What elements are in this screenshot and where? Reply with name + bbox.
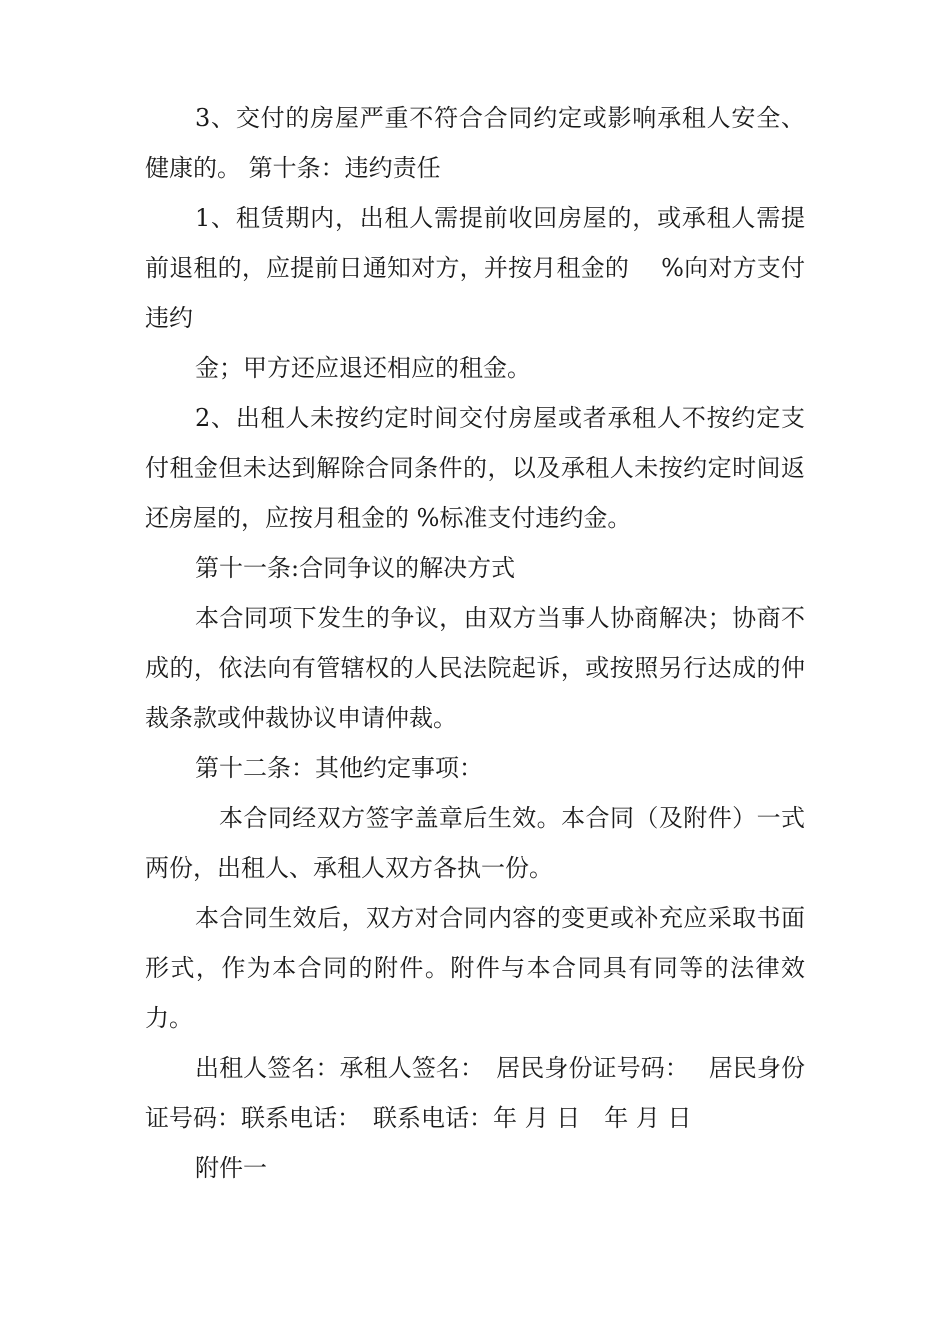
signature-block: 出租人签名：承租人签名： 居民身份证号码： 居民身份证号码：联系电话： 联系电话：年 月 日 年 月 日 xyxy=(145,1054,805,1132)
paragraph-breach-1: 1、租赁期内，出租人需提前收回房屋的，或承租人需提前退租的，应提前日通知对方，并按月租金的 %向对方支付违约 xyxy=(145,204,805,332)
paragraph-breach-2: 2、出租人未按约定时间交付房屋或者承租人不按约定支付租金但未达到解除合同条件的，以及承租人未按约定时间返还房屋的，应按月租金的 %标准支付违约金。 xyxy=(145,404,805,532)
paragraph-dispute: 本合同项下发生的争议，由双方当事人协商解决；协商不成的，依法向有管辖权的人民法院起诉，或按照另行达成的仲裁条款或仲裁协议申请仲裁。 xyxy=(145,604,805,732)
heading-article-11: 第十一条:合同争议的解决方式 xyxy=(195,554,516,582)
paragraph-amendment: 本合同生效后，双方对合同内容的变更或补充应采取书面形式，作为本合同的附件。附件与本合同具有同等的法律效力。 xyxy=(145,904,805,1032)
heading-article-12: 第十二条：其他约定事项： xyxy=(195,754,483,782)
attachment-heading: 附件一 xyxy=(195,1154,267,1182)
paragraph-breach-1-cont: 金；甲方还应退还相应的租金。 xyxy=(195,354,531,382)
paragraph-clause-3: 3、交付的房屋严重不符合合同约定或影响承租人安全、健康的。 第十条：违约责任 xyxy=(145,104,805,182)
paragraph-effective: 本合同经双方签字盖章后生效。本合同（及附件）一式两份，出租人、承租人双方各执一份。 xyxy=(145,804,805,882)
document-body xyxy=(145,93,805,1193)
